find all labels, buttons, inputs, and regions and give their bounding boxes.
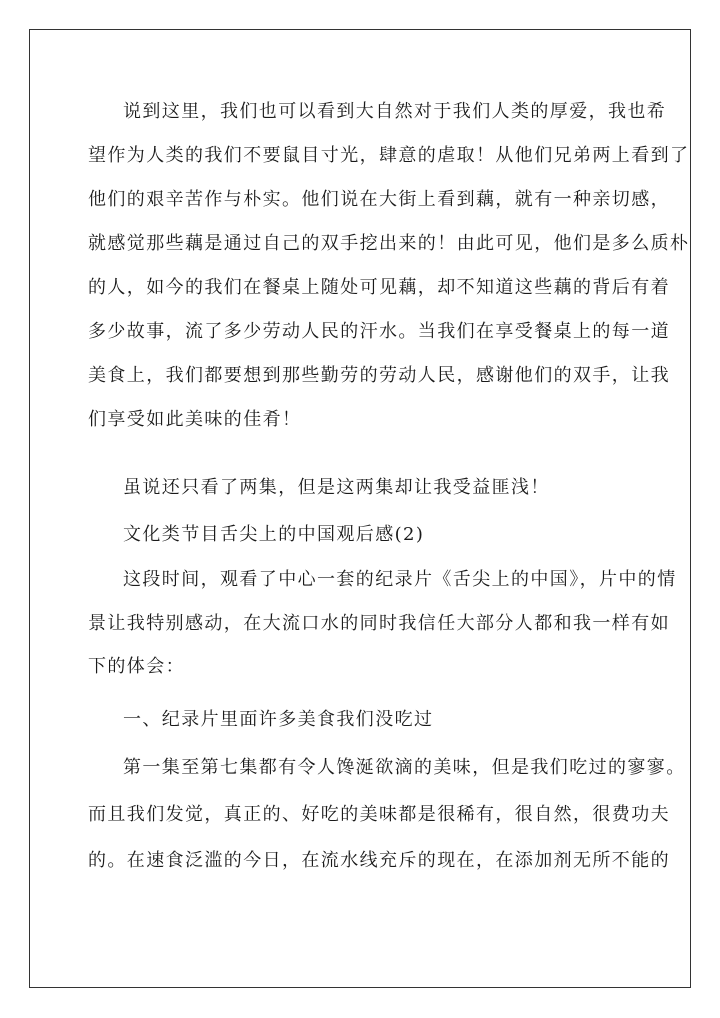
paragraph-line: 就感觉那些藕是通过自己的双手挖出来的！由此可见，他们是多么质朴 — [88, 233, 690, 254]
paragraph-line: 他们的艰辛苦作与朴实。他们说在大街上看到藕，就有一种亲切感， — [88, 189, 670, 210]
paragraph-line: 多少故事，流了多少劳动人民的汗水。当我们在享受餐桌上的每一道 — [88, 321, 670, 342]
paragraph-line: 们享受如此美味的佳肴！ — [88, 409, 302, 430]
page-border — [29, 29, 691, 988]
paragraph-line: 虽说还只看了两集，但是这两集却让我受益匪浅！ — [123, 477, 550, 498]
paragraph-line: 望作为人类的我们不要鼠目寸光，肆意的虐取！从他们兄弟两上看到了 — [88, 145, 690, 166]
paragraph-line: 而且我们发觉，真正的、好吃的美味都是很稀有，很自然，很费功夫 — [88, 804, 670, 825]
paragraph-line: 的人，如今的我们在餐桌上随处可见藕，却不知道这些藕的背后有着 — [88, 277, 670, 298]
paragraph-line: 的。在速食泛滥的今日，在流水线充斥的现在，在添加剂无所不能的 — [88, 850, 670, 871]
paragraph-line: 第一集至第七集都有令人馋涎欲滴的美味，但是我们吃过的寥寥。 — [123, 757, 686, 778]
subheading: 一、纪录片里面许多美食我们没吃过 — [123, 709, 434, 730]
section-title: 文化类节目舌尖上的中国观后感(2) — [123, 524, 425, 545]
paragraph-line: 景让我特别感动，在大流口水的同时我信任大部分人都和我一样有如 — [88, 613, 670, 634]
paragraph-line: 美食上，我们都要想到那些勤劳的劳动人民，感谢他们的双手，让我 — [88, 365, 670, 386]
paragraph-line: 这段时间，观看了中心一套的纪录片《舌尖上的中国》，片中的情 — [123, 569, 677, 590]
paragraph-line: 下的体会： — [88, 656, 185, 677]
paragraph-line: 说到这里，我们也可以看到大自然对于我们人类的厚爱，我也希 — [123, 101, 667, 122]
